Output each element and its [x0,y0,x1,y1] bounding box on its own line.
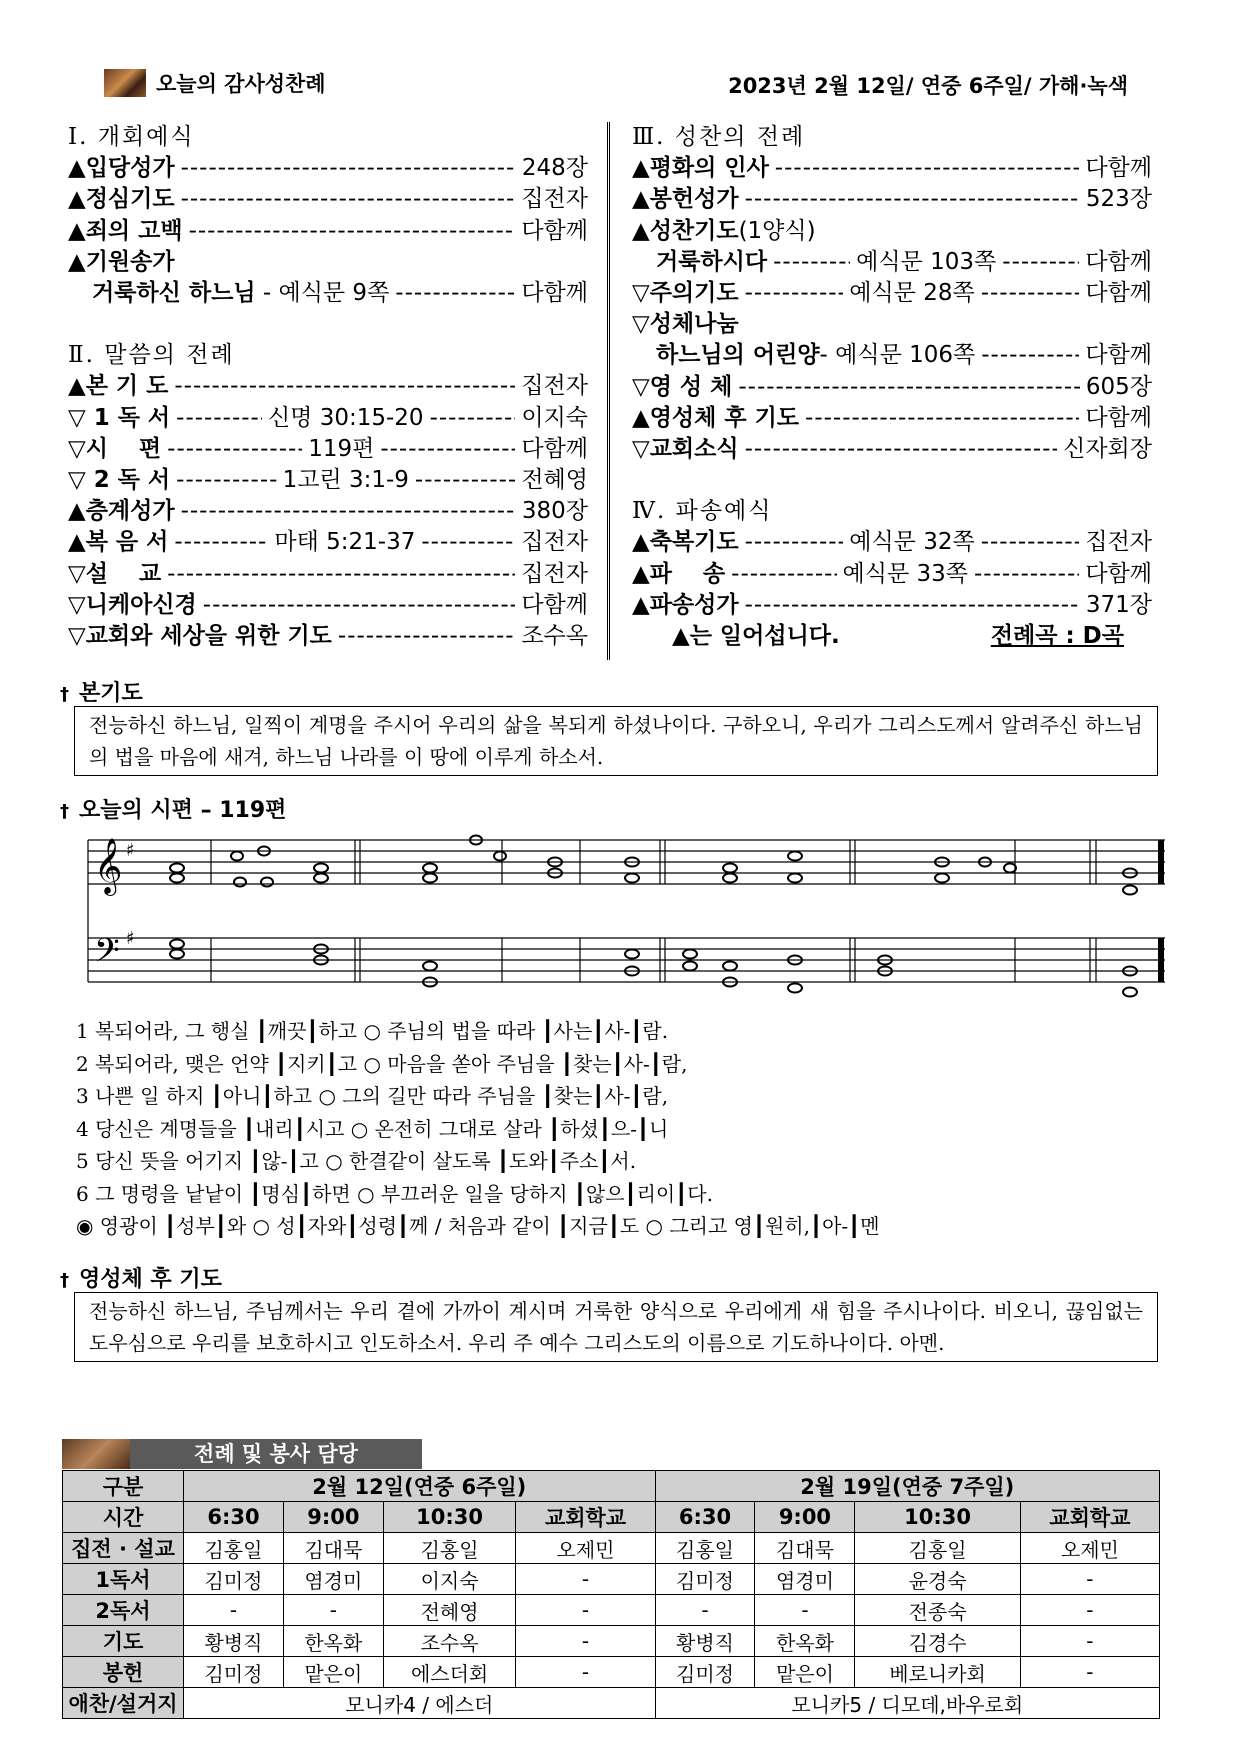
order-item: ▲입당성가 ----- 248장 [68,153,588,184]
order-item: ▲축복기도 ----- 예식문 32쪽 ----- 집전자 [632,527,1152,558]
table-row: 1독서 김미정 염경미 이지숙 - 김미정 염경미 윤경숙 - [63,1564,1160,1595]
order-item: ▲기원송가 [68,248,175,275]
svg-text:𝄞: 𝄞 [94,838,123,894]
order-item: 하느님의 어린양 - 예식문 106쪽 ----- 다함께 [632,340,1152,371]
section-word: Ⅱ. 말씀의 전례 [68,342,235,369]
order-item: ▽성체나눔 [632,311,739,338]
order-item: 거룩하신 하느님 - 예식문 9쪽 ----- 다함께 [68,278,588,309]
order-item: ▽영 성 체 ----- 605장 [632,372,1152,403]
duty-table: 구분 2월 12일(연중 6주일) 2월 19일(연중 7주일) 시간 6:30 9:00 10:30 교회학교 6:30 9:00 10:30 교회학교 집전 · 설교 김홍일 김대묵 김홍일 오제민 김홍일 김대묵 김홍일 오제민 1독서 김미정 염경미 이지숙 - 김미정 염경미 윤경숙 - 2독서 - - 전혜영 - - - 전종숙 - 기도 황병직 한옥화 조수옥 - 황병직 한옥화 김경수 - 봉헌 김미정 맡은이 에스더회 - 김미정 맡은이 베로니카회 - 애찬/설거지 모니카4 / 에스더 모니카5 / 디모데,바우로회 [62,1470,1160,1719]
psalm-verse: 1 복되어라, 그 행실 ┃깨끗┃하고 ○ 주님의 법을 따라 ┃사는┃사-┃람. [76,1019,669,1043]
psalm-verse: 6 그 명령을 낱낱이 ┃명심┃하면 ○ 부끄러운 일을 당하지 ┃않으┃리이┃다. [76,1181,713,1206]
postcommunion-heading: † 영성체 후 기도 [60,1267,222,1292]
order-item: ▽ 2 독 서 ----- 1고린 3:1-9 ----- 전혜영 [68,465,588,496]
order-item: ▽교회소식 ----- 신자회장 [632,434,1152,465]
service-photo [62,1439,130,1469]
section-dismissal: Ⅳ. 파송예식 [632,498,773,525]
table-row: 애찬/설거지 모니카4 / 에스더 모니카5 / 디모데,바우로회 [63,1688,1160,1719]
cross-icon: † [60,684,69,705]
order-item: ▲영성체 후 기도 ----- 다함께 [632,403,1152,434]
order-item: 거룩하시다 ----- 예식문 103쪽 ----- 다함께 [632,247,1152,278]
table-row: 봉헌 김미정 맡은이 에스더회 - 김미정 맡은이 베로니카회 - [63,1657,1160,1688]
altar-photo [104,69,146,97]
psalm-verse: 5 당신 뜻을 어기지 ┃않-┃고 ○ 한결같이 살도록 ┃도와┃주소┃서. [76,1149,637,1173]
cross-icon: † [60,1270,69,1291]
order-item: ▲죄의 고백 ----- 다함께 [68,216,588,247]
postcommunion-text: 전능하신 하느님, 주님께서는 우리 곁에 가까이 계시며 거룩한 양식으로 우리에게 새 힘을 주시나이다. 비오니, 끊임없는 도우심으로 우리를 보호하시고 인도하소서. 우리 주 예수 그리스도의 이름으로 기도하나이다. 아멘. [74,1292,1158,1362]
svg-text:♯: ♯ [126,840,135,861]
order-item: ▲성찬기도 (1양식) [632,217,816,244]
psalm-verse: 2 복되어라, 맺은 언약 ┃지키┃고 ○ 마음을 쏟아 주님을 ┃찾는┃사-┃람, [76,1051,688,1076]
psalm-verses [76,1015,880,1243]
order-item: ▲본 기 도 ----- 집전자 [68,371,588,402]
order-item: ▲층계성가 ----- 380장 [68,496,588,527]
svg-text:𝄢: 𝄢 [94,932,120,978]
order-item: ▽주의기도 ----- 예식문 28쪽 ----- 다함께 [632,278,1152,309]
table-row: 2독서 - - 전혜영 - - - 전종숙 - [63,1595,1160,1626]
cross-icon: † [60,801,69,822]
psalm-verse: 4 당신은 계명들을 ┃내리┃시고 ○ 온전히 그대로 살라 ┃하셨┃으-┃니 [76,1116,669,1141]
collect-heading: † 본기도 [60,681,143,706]
order-item: ▲봉헌성가 ----- 523장 [632,184,1152,215]
psalm-doxology: ◉ 영광이 ┃성부┃와 ○ 성┃자와┃성령┃께 / 처음과 같이 ┃지금┃도 ○ 그리고 영┃원히,┃아-┃멘 [76,1214,880,1238]
order-item: ▲정심기도 ----- 집전자 [68,184,588,215]
column-divider [607,122,610,660]
stand-note: ▲는 일어섭니다. 전례곡 : D곡 [632,621,1152,652]
psalm-verse: 3 나쁜 일 하지 ┃아니┃하고 ○ 그의 길만 따라 주님을 ┃찾는┃사-┃람, [76,1084,669,1108]
bulletin-title [104,68,326,98]
psalm-heading: † 오늘의 시편 – 119편 [60,798,287,823]
order-item: ▽설 교 ----- 집전자 [68,559,588,590]
order-item: ▲파 송 ----- 예식문 33쪽 ----- 다함께 [632,559,1152,590]
table-row: 기도 황병직 한옥화 조수옥 - 황병직 한옥화 김경수 - [63,1626,1160,1657]
order-item: ▽시 편 ----- 119편 ----- 다함께 [68,434,588,465]
table-row: 집전 · 설교 김홍일 김대묵 김홍일 오제민 김홍일 김대묵 김홍일 오제민 [63,1533,1160,1564]
order-item: ▲평화의 인사 ----- 다함께 [632,153,1152,184]
order-left [68,122,588,652]
svg-text:♯: ♯ [126,928,135,949]
liturgy-song: 전례곡 : D곡 [990,623,1124,650]
order-item: ▽니케아신경 ----- 다함께 [68,590,588,621]
order-item: ▽ 1 독 서 ----- 신명 30:15-20 ----- 이지숙 [68,403,588,434]
section-opening: Ⅰ. 개회예식 [68,124,195,150]
section-eucharist: Ⅲ. 성찬의 전례 [632,124,806,150]
order-right [632,122,1152,652]
psalm-score [80,820,1170,1006]
order-item: ▲복 음 서 ----- 마태 5:21-37 ----- 집전자 [68,527,588,558]
order-item: ▽교회와 세상을 위한 기도 ----- 조수옥 [68,621,588,652]
title-text: 오늘의 감사성찬례 [156,72,326,96]
date-line: 2023년 2월 12일/ 연중 6주일/ 가해·녹색 [728,74,1128,98]
order-item: ▲파송성가 ----- 371장 [632,590,1152,621]
collect-text: 전능하신 하느님, 일찍이 계명을 주시어 우리의 삶을 복되게 하셨나이다. 구하오니, 우리가 그리스도께서 알려주신 하느님의 법을 마음에 새겨, 하느님 나라를 이 땅에 이루게 하소서. [74,706,1158,776]
duty-heading: 전례 및 봉사 담당 [62,1439,422,1469]
